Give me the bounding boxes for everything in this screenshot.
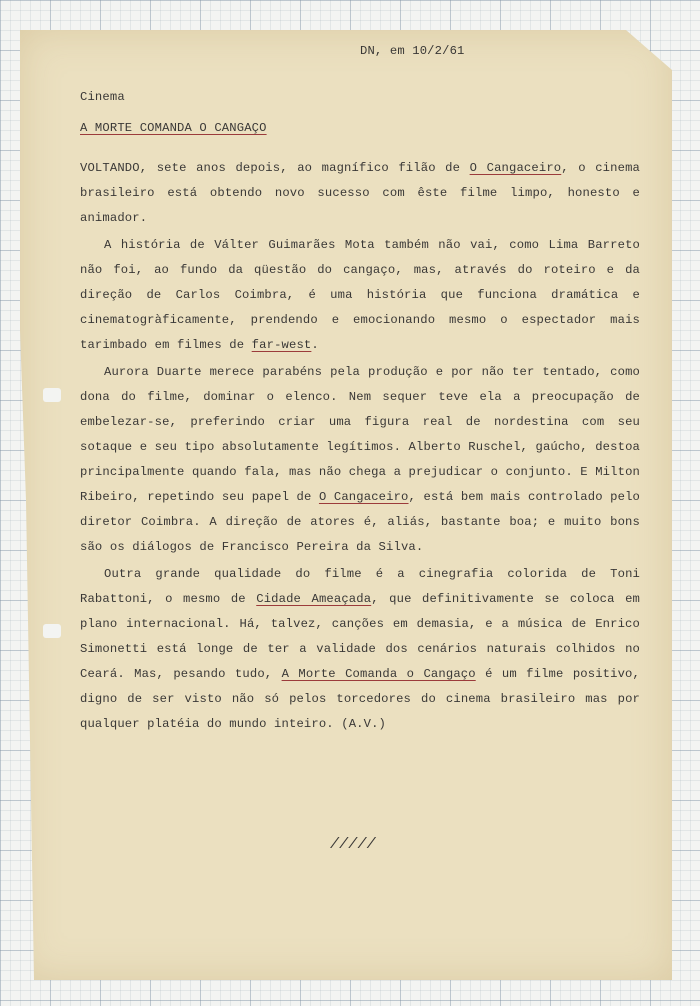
genre-term: far-west [251, 338, 312, 352]
document-title: A MORTE COMANDA O CANGAÇO [80, 121, 267, 135]
paragraph-text: , está bem mais controlado pelo diretor Coimbra. A direção de atores é, aliás, bastante boa; e muito bons são os diálogos de Francisco Pereira da Silva. [80, 490, 640, 554]
paragraph-text: Outra grande qualidade do filme é a cinegrafia colorida de Toni Rabattoni, o mesmo de [80, 567, 640, 606]
film-title: O Cangaceiro [469, 161, 562, 175]
paragraph-1 [80, 156, 640, 231]
paragraph-text: , sete anos depois, ao magnífico filão de [139, 161, 470, 175]
film-title: Cidade Ameaçada [256, 592, 372, 606]
punch-hole [43, 388, 61, 402]
paragraph-4 [80, 562, 640, 737]
document-header: DN, em 10/2/61 [360, 44, 465, 58]
paragraph-text: , o cinema brasileiro está obtendo novo sucesso com êste filme limpo, honesto e animador. [80, 161, 640, 225]
paragraph-2 [80, 233, 640, 358]
paragraph-text: . [311, 338, 319, 352]
end-mark: ///// [330, 836, 376, 853]
paragraph-text: , que definitivamente se coloca em plano internacional. Há, talvez, canções em demasia, e a música de Enrico Simonetti está longe de ter a validade dos cenários naturais colhidos no Ceará. Mas, pesando tudo, [80, 592, 640, 681]
section-label: Cinema [80, 90, 125, 104]
paragraph-text: A história de Válter Guimarães Mota também não vai, como Lima Barreto não foi, ao fundo da qüestão do cangaço, mas, através do roteiro e da direção de Carlos Coimbra, é uma história que funciona dramática e cinematogràficamente, prendendo e emocionando mesmo o espectador mais tarimbado em filmes de [80, 238, 640, 352]
film-title: A Morte Comanda o Cangaço [281, 667, 476, 681]
article-body [80, 156, 640, 739]
film-title: O Cangaceiro [318, 490, 409, 504]
paragraph-text: Aurora Duarte merece parabéns pela produção e por não ter tentado, como dona do filme, dominar o elenco. Nem sequer teve ela a preocupação de embelezar-se, preferindo criar uma figura real de nordestina com seu sotaque e seu tipo absolutamente legítimos. Alberto Ruschel, gaúcho, destoa principalmente quando fala, mas não chega a prejudicar o conjunto. E Milton Ribeiro, repetindo seu papel de [80, 365, 640, 504]
lead-word: VOLTANDO [80, 161, 140, 175]
paragraph-3 [80, 360, 640, 560]
paragraph-text: é um filme positivo, digno de ser visto não só pelos torcedores do cinema brasileiro mas por qualquer platéia do mundo inteiro. (A.V.) [80, 667, 640, 731]
punch-hole [43, 624, 61, 638]
